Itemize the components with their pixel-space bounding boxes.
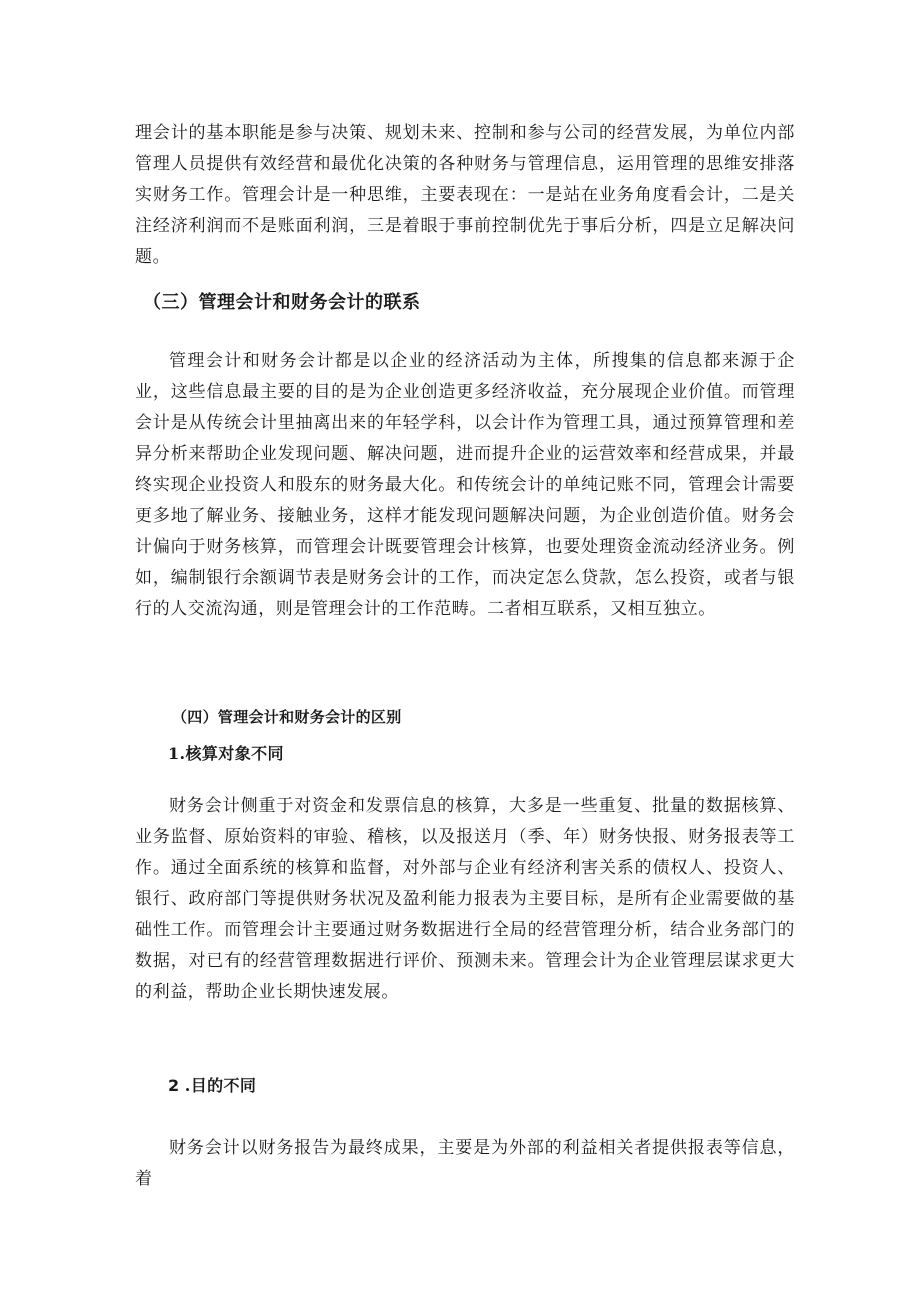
subheading-purpose: [168, 1075, 256, 1097]
subheading-purpose-text: .目的不同: [184, 1076, 257, 1095]
subheading-purpose-number: 2: [168, 1076, 180, 1095]
section-heading-relationship: （三）管理会计和财务会计的联系: [143, 292, 421, 313]
section-heading-differences: （四）管理会计和财务会计的区别: [172, 708, 402, 726]
paragraph-relationship: 管理会计和财务会计都是以企业的经济活动为主体，所搜集的信息都来源于企业，这些信息最主要的目的是为企业创造更多经济收益，充分展现企业价值。而管理会计是从传统会计里抽离出来的年轻学科，以会计作为管理工具，通过预算管理和差异分析来帮助企业发现问题、解决问题，进而提升企业的运营效率和经营成果，并最终实现企业投资人和股东的财务最大化。和传统会计的单纯记账不同，管理会计需要更多地了解业务、接触业务，这样才能发现问题解决问题，为企业创造价值。财务会计偏向于财务核算，而管理会计既要管理会计核算，也要处理资金流动经济业务。例如，编制银行余额调节表是财务会计的工作，而决定怎么贷款，怎么投资，或者与银行的人交流沟通，则是管理会计的工作范畴。二者相互联系，又相互独立。: [135, 351, 795, 619]
subheading-accounting-object: 1.核算对象不同: [168, 744, 284, 763]
paragraph-management-accounting-functions: 理会计的基本职能是参与决策、规划未来、控制和参与公司的经营发展，为单位内部管理人员提供有效经营和最优化决策的各种财务与管理信息，运用管理的思维安排落实财务工作。管理会计是一种思维，主要表现在：一是站在业务角度看会计，二是关注经济利润而不是账面利润，三是着眼于事前控制优先于事后分析，四是立足解决问题。: [135, 123, 795, 267]
paragraph-accounting-object: 财务会计侧重于对资金和发票信息的核算，大多是一些重复、批量的数据核算、业务监督、原始资料的审验、稽核，以及报送月（季、年）财务快报、财务报表等工作。通过全面系统的核算和监督，对外部与企业有经济利害关系的债权人、投资人、银行、政府部门等提供财务状况及盈利能力报表为主要目标，是所有企业需要做的基础性工作。而管理会计主要通过财务数据进行全局的经营管理分析，结合业务部门的数据，对已有的经营管理数据进行评价、预测未来。管理会计为企业管理层谋求更大的利益，帮助企业长期快速发展。: [135, 796, 795, 1002]
paragraph-purpose: 财务会计以财务报告为最终成果，主要是为外部的利益相关者提供报表等信息，着: [135, 1138, 795, 1189]
